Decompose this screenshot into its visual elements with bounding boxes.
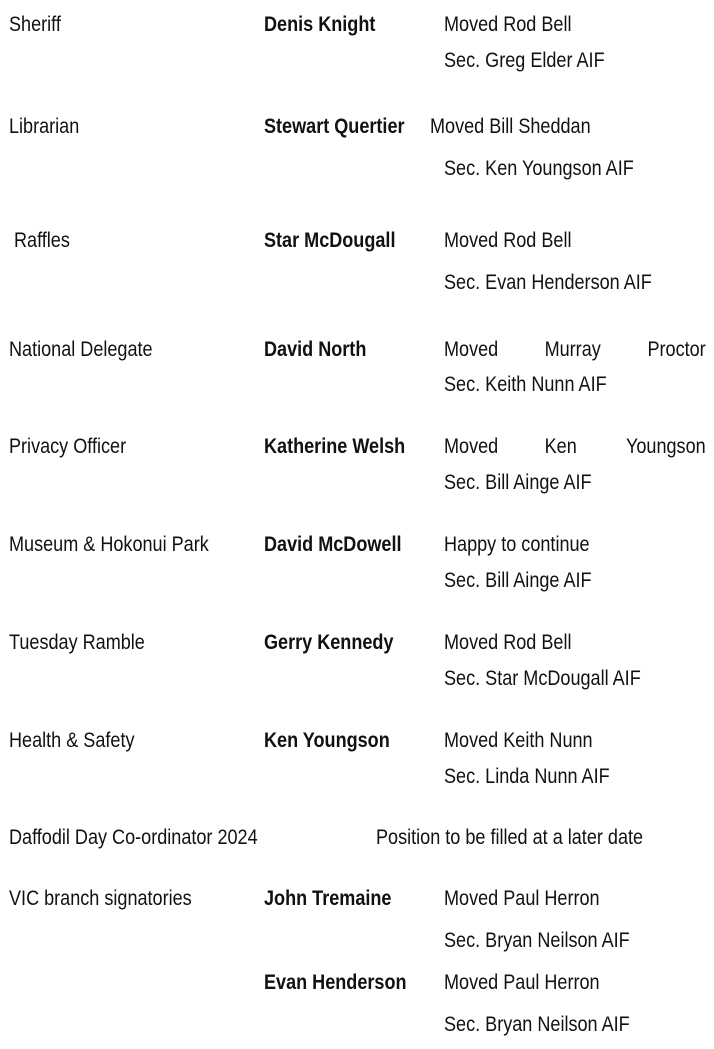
moved-by — [444, 434, 706, 460]
seconded-by: Sec. Bryan Neilson AIF — [444, 929, 630, 952]
moved-by: Moved Rod Bell — [444, 229, 572, 252]
position-note: Position to be filled at a later date — [376, 826, 644, 849]
moved-word: Youngson — [626, 435, 706, 458]
moved-word: Proctor — [647, 338, 706, 361]
seconded-by: Sec. Evan Henderson AIF — [444, 271, 652, 294]
moved-word: Ken — [544, 435, 577, 458]
moved-by: Moved Rod Bell — [444, 13, 572, 36]
person-name: Evan Henderson — [264, 971, 407, 994]
seconded-by: Sec. Bill Ainge AIF — [444, 569, 592, 592]
seconded-by: Sec. Bryan Neilson AIF — [444, 1013, 630, 1036]
moved-by: Moved Rod Bell — [444, 631, 572, 654]
person-name: Katherine Welsh — [264, 435, 406, 458]
moved-by — [444, 337, 706, 363]
person-name: Stewart Quertier — [264, 115, 405, 138]
seconded-by: Sec. Greg Elder AIF — [444, 49, 605, 72]
seconded-by: Sec. Bill Ainge AIF — [444, 471, 592, 494]
person-name: John Tremaine — [264, 887, 392, 910]
moved-word: Murray — [544, 338, 601, 361]
moved-by: Moved Paul Herron — [444, 887, 600, 910]
role-label: Privacy Officer — [9, 435, 127, 458]
role-label: Daffodil Day Co-ordinator 2024 — [9, 826, 258, 849]
moved-by: Moved Keith Nunn — [444, 729, 593, 752]
moved-by: Moved Bill Sheddan — [430, 115, 591, 138]
role-label: Museum & Hokonui Park — [9, 533, 209, 556]
moved-by: Moved Paul Herron — [444, 971, 600, 994]
seconded-by: Sec. Star McDougall AIF — [444, 667, 641, 690]
role-label: National Delegate — [9, 338, 153, 361]
person-name: Denis Knight — [264, 13, 376, 36]
seconded-by: Sec. Ken Youngson AIF — [444, 157, 634, 180]
moved-word: Moved — [444, 338, 499, 361]
seconded-by: Sec. Keith Nunn AIF — [444, 373, 607, 396]
seconded-by: Sec. Linda Nunn AIF — [444, 765, 610, 788]
role-label: Librarian — [9, 115, 80, 138]
person-name: David McDowell — [264, 533, 402, 556]
person-name: Ken Youngson — [264, 729, 390, 752]
person-name: David North — [264, 338, 367, 361]
role-label: VIC branch signatories — [9, 887, 192, 910]
moved-word: Moved — [444, 435, 499, 458]
person-name: Gerry Kennedy — [264, 631, 394, 654]
role-label: Raffles — [14, 229, 70, 252]
role-label: Sheriff — [9, 13, 61, 36]
role-label: Tuesday Ramble — [9, 631, 145, 654]
person-name: Star McDougall — [264, 229, 396, 252]
role-label: Health & Safety — [9, 729, 135, 752]
moved-by: Happy to continue — [444, 533, 590, 556]
